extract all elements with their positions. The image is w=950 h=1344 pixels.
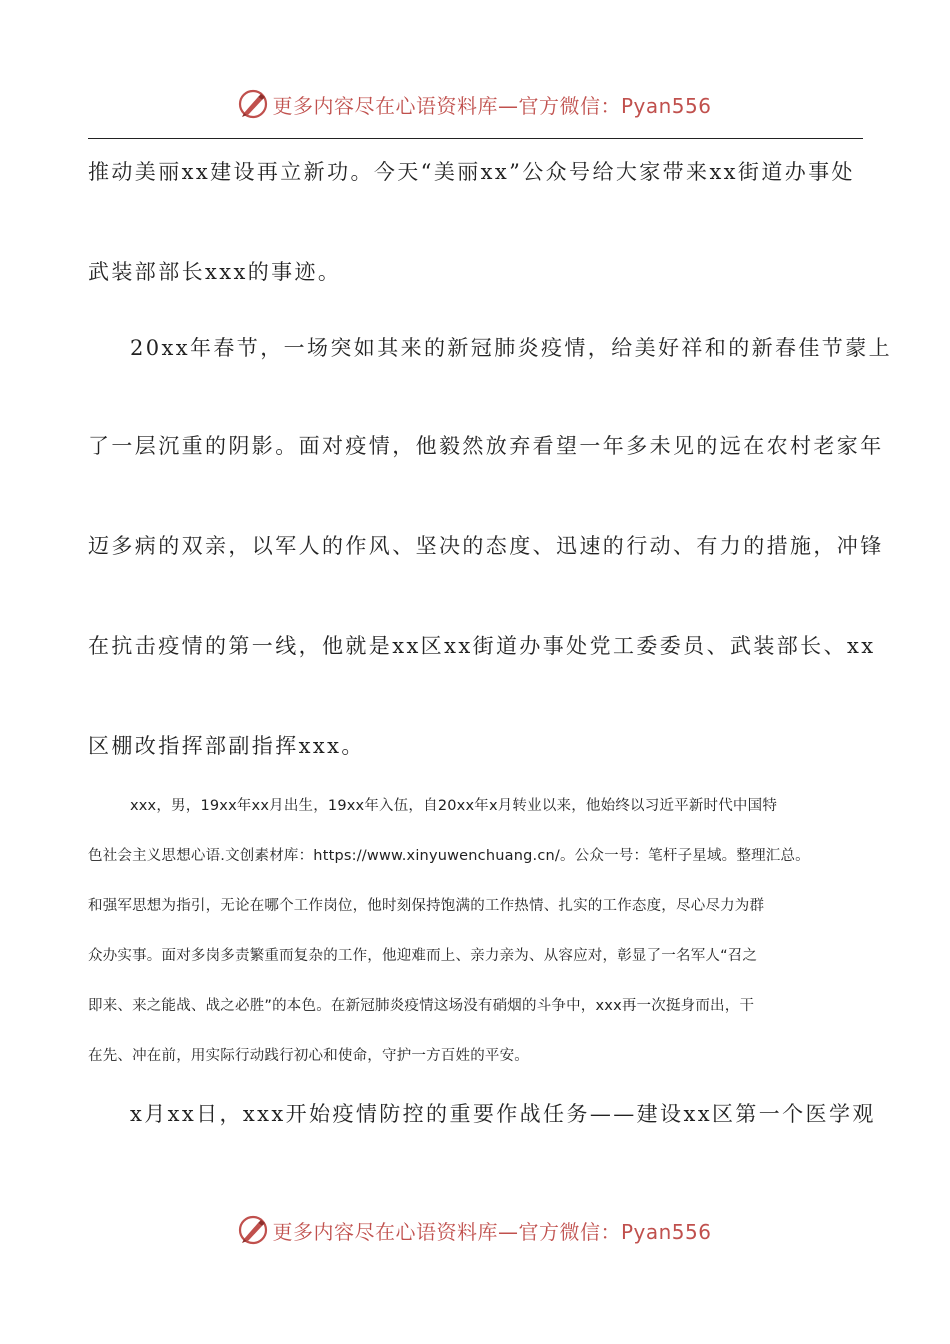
small-paragraph-line: 在先、冲在前，用实际行动践行初心和使命，守护一方百姓的平安。 [88, 1048, 529, 1064]
paragraph-line: 了一层沉重的阴影。面对疫情，他毅然放弃看望一年多未见的远在农村老家年 [88, 434, 884, 458]
paragraph-line: 区棚改指挥部副指挥xxx。 [88, 734, 365, 758]
paragraph-line: 迈多病的双亲，以军人的作风、坚决的态度、迅速的行动、有力的措施，冲锋 [88, 534, 884, 558]
paragraph-line: 在抗击疫情的第一线，他就是xx区xx街道办事处党工委委员、武装部长、xx [88, 634, 876, 658]
pen-logo-icon [238, 89, 268, 119]
small-paragraph-line: 众办实事。面对多岗多责繁重而复杂的工作，他迎难而上、亲力亲为、从容应对，彰显了一名军人“召之 [88, 948, 758, 964]
paragraph-line: 武装部部长xxx的事迹。 [88, 260, 342, 284]
small-paragraph-line: 即来、来之能战、战之必胜”的本色。在新冠肺炎疫情这场没有硝烟的斗争中，xxx再一次挺身而出，干 [88, 998, 755, 1014]
header-banner-text: 更多内容尽在心语资料库—官方微信：Pyan556 [272, 93, 712, 118]
small-paragraph-line: 色社会主义思想心语.文创素材库：https://www.xinyuwenchuang.cn/。公众一号：笔杆子星域。整理汇总。 [88, 848, 810, 864]
footer-banner-text: 更多内容尽在心语资料库—官方微信：Pyan556 [272, 1219, 712, 1244]
footer-banner [0, 1210, 950, 1250]
paragraph-line: x月xx日，xxx开始疫情防控的重要作战任务——建设xx区第一个医学观 [130, 1102, 876, 1126]
paragraph-line: 20xx年春节，一场突如其来的新冠肺炎疫情，给美好祥和的新春佳节蒙上 [130, 336, 893, 360]
small-paragraph-line: 和强军思想为指引，无论在哪个工作岗位，他时刻保持饱满的工作热情、扎实的工作态度，尽心尽力为群 [88, 898, 765, 914]
header-banner [0, 84, 950, 124]
header-divider [88, 138, 863, 139]
small-paragraph-line: xxx，男，19xx年xx月出生，19xx年入伍，自20xx年x月转业以来，他始终以习近平新时代中国特 [130, 798, 778, 814]
pen-logo-icon [238, 1215, 268, 1245]
paragraph-line: 推动美丽xx建设再立新功。今天“美丽xx”公众号给大家带来xx街道办事处 [88, 160, 855, 184]
